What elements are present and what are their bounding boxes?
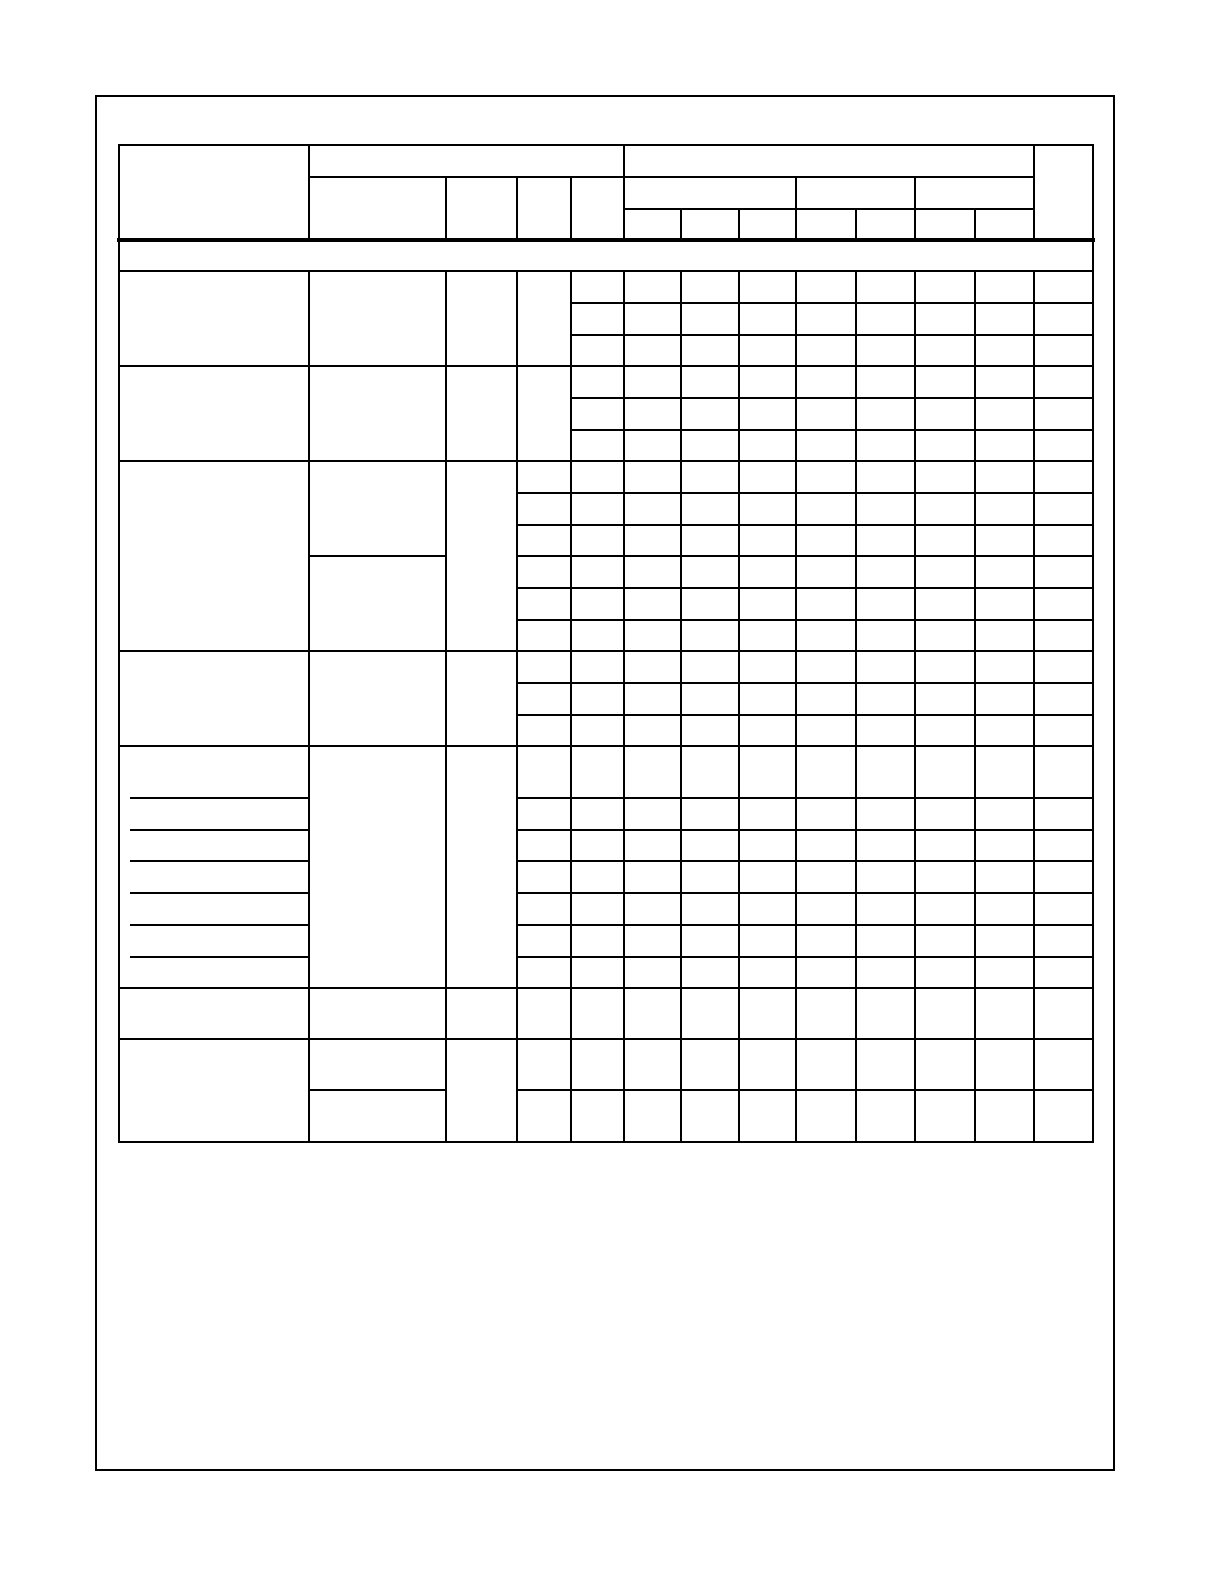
row-group-4: [119, 683, 1093, 746]
row-group-3: [119, 493, 1093, 651]
row-group-2: [119, 398, 1093, 461]
table-outer-border: [119, 145, 1093, 1142]
table-header: [309, 145, 1034, 240]
body-column-dividers: [309, 271, 1034, 1142]
row-group-5: [119, 798, 1093, 988]
row-group-1: [119, 303, 1093, 366]
